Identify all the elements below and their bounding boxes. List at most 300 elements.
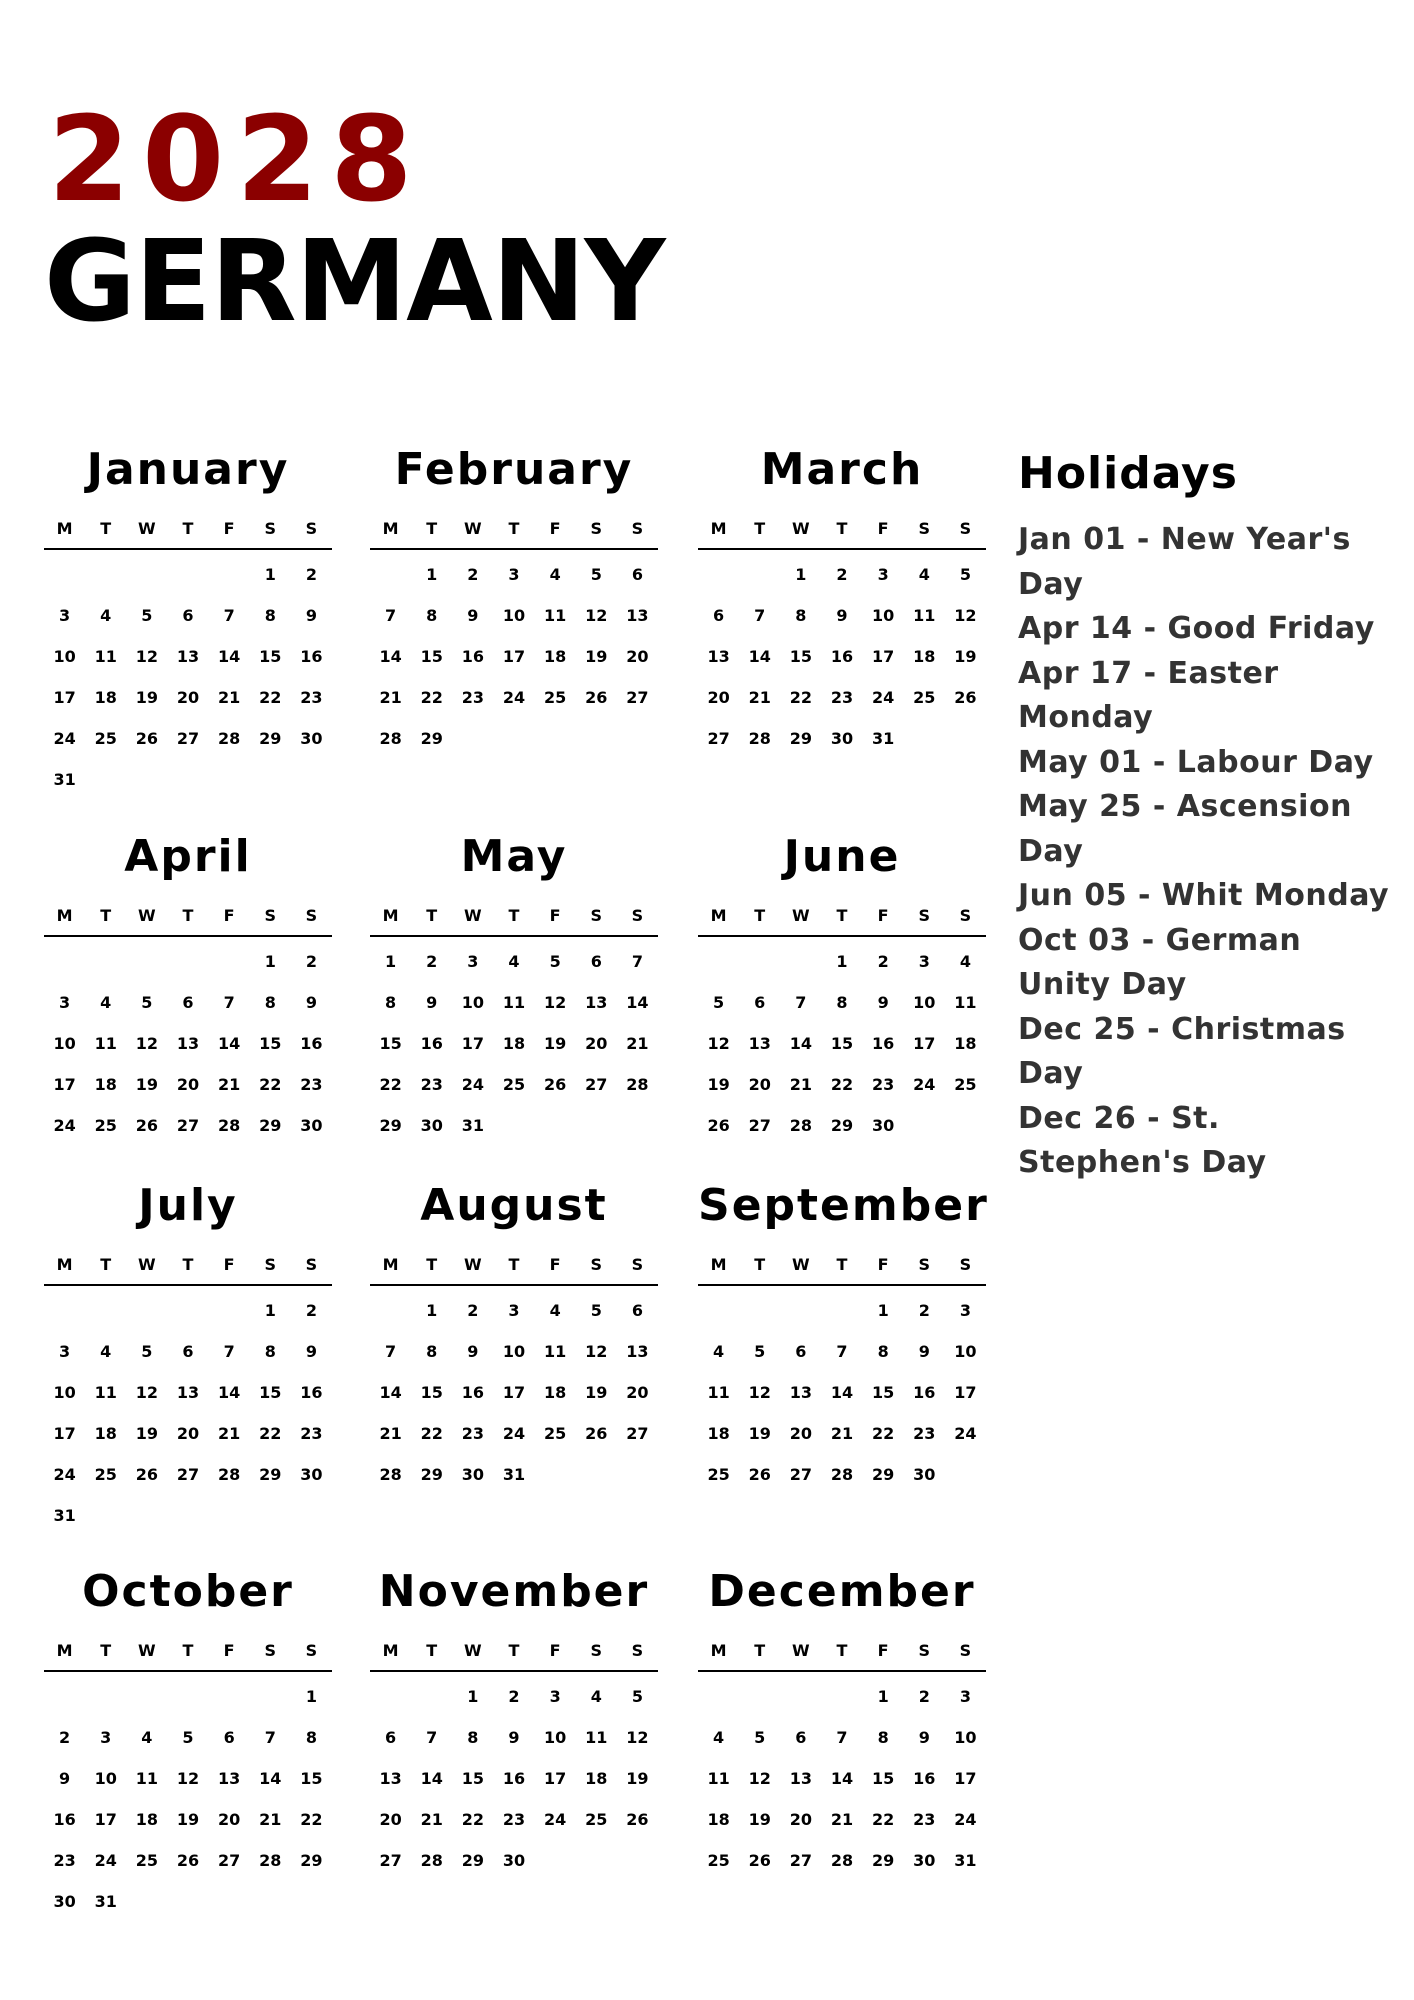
weekday-header (698, 1630, 986, 1672)
weekday-label: W (138, 518, 156, 538)
weekday-label: T (100, 1640, 112, 1660)
day-cell: 13 (789, 1769, 812, 1788)
day-cell: 2 (305, 1301, 317, 1320)
day-cell: 16 (420, 1034, 443, 1053)
day-cell: 25 (94, 1465, 117, 1484)
month-title: December (708, 1566, 976, 1617)
day-cell: 28 (218, 1116, 241, 1135)
month-may (370, 827, 658, 1146)
day-cell: 17 (53, 1424, 76, 1443)
empty-cell (739, 554, 780, 595)
day-cell: 22 (872, 1424, 895, 1443)
day-cell: 13 (176, 647, 200, 666)
weekday-label: S (959, 1640, 972, 1660)
day-cell: 15 (420, 647, 443, 666)
day-cell: 10 (94, 1769, 117, 1788)
day-cell: 5 (713, 993, 725, 1012)
weekday-label: T (100, 905, 112, 925)
day-cell: 22 (872, 1810, 895, 1829)
empty-cell (698, 1676, 739, 1717)
day-cell: 7 (385, 606, 397, 625)
day-cell: 28 (626, 1075, 649, 1094)
day-cell: 1 (385, 952, 397, 971)
empty-cell (44, 941, 85, 982)
day-cell: 8 (264, 993, 276, 1012)
day-cell: 4 (100, 1342, 112, 1361)
day-cell: 28 (379, 729, 402, 748)
day-cell: 17 (954, 1769, 977, 1788)
day-cell: 11 (502, 993, 526, 1012)
day-cell: 16 (300, 1034, 323, 1053)
day-cell: 22 (420, 1424, 443, 1443)
day-cell: 15 (872, 1769, 895, 1788)
day-cell: 27 (748, 1116, 771, 1135)
day-cell: 14 (379, 1383, 402, 1402)
day-cell: 30 (300, 1116, 323, 1135)
holidays-panel (1018, 444, 1398, 1186)
weekday-label: T (426, 1254, 438, 1274)
day-cell: 30 (502, 1851, 526, 1870)
day-cell: 25 (94, 1116, 117, 1135)
day-cell: 9 (836, 606, 848, 625)
month-september (698, 1176, 989, 1495)
weekday-label: S (918, 518, 931, 538)
weekday-label: T (182, 518, 194, 538)
day-cell: 14 (259, 1769, 282, 1788)
month-title: February (394, 444, 634, 495)
day-cell: 25 (707, 1465, 730, 1484)
day-cell: 8 (264, 1342, 276, 1361)
weekday-label: F (877, 1254, 889, 1274)
day-cell: 13 (176, 1383, 200, 1402)
day-cell: 6 (590, 952, 602, 971)
day-cell: 23 (300, 1075, 323, 1094)
months-grid (44, 440, 992, 1960)
weekday-label: M (382, 518, 399, 538)
day-cell: 25 (707, 1851, 730, 1870)
weekday-label: F (223, 518, 235, 538)
day-cell: 26 (135, 1465, 158, 1484)
day-cell: 18 (502, 1034, 526, 1053)
day-cell: 14 (218, 1034, 241, 1053)
day-cell: 17 (954, 1383, 977, 1402)
weekday-label: S (631, 1254, 644, 1274)
day-cell: 1 (264, 952, 276, 971)
weekday-label: S (918, 905, 931, 925)
day-cell: 19 (626, 1769, 649, 1788)
day-cell: 11 (544, 1342, 567, 1361)
day-cell: 3 (959, 1687, 971, 1706)
day-cell: 5 (754, 1728, 766, 1747)
day-cell: 6 (631, 565, 643, 584)
day-cell: 8 (836, 993, 848, 1012)
day-cell: 15 (259, 1383, 282, 1402)
day-cell: 17 (53, 688, 76, 707)
day-cell: 25 (135, 1851, 158, 1870)
day-cell: 19 (176, 1810, 200, 1829)
day-cell: 30 (830, 729, 854, 748)
month-june (698, 827, 986, 1146)
day-cell: 3 (59, 1342, 71, 1361)
day-cell: 6 (385, 1728, 397, 1747)
day-cell: 5 (590, 565, 602, 584)
day-cell: 15 (420, 1383, 443, 1402)
day-cell: 8 (305, 1728, 317, 1747)
day-cell: 30 (913, 1851, 936, 1870)
day-cell: 28 (789, 1116, 812, 1135)
day-cell: 20 (218, 1810, 241, 1829)
day-cell: 4 (959, 952, 971, 971)
day-cell: 7 (836, 1342, 848, 1361)
day-cell: 20 (707, 688, 730, 707)
weekday-label: M (382, 905, 399, 925)
empty-cell (739, 1290, 780, 1331)
day-cell: 15 (830, 1034, 854, 1053)
weekday-label: M (710, 518, 727, 538)
day-cell: 5 (959, 565, 971, 584)
month-title: September (698, 1180, 989, 1231)
day-cell: 9 (305, 1342, 317, 1361)
day-cell: 20 (176, 688, 200, 707)
day-cell: 27 (626, 1424, 649, 1443)
day-cell: 7 (795, 993, 807, 1012)
day-cell: 18 (135, 1810, 158, 1829)
day-cell: 29 (420, 1465, 443, 1484)
weekday-label: S (264, 1640, 277, 1660)
day-cell: 30 (461, 1465, 484, 1484)
day-cell: 30 (300, 729, 323, 748)
day-cell: 12 (748, 1769, 771, 1788)
month-january (44, 440, 332, 800)
weekday-label: T (426, 905, 438, 925)
weekday-label: S (305, 1254, 318, 1274)
empty-cell (85, 941, 126, 982)
day-cell: 31 (53, 1506, 76, 1525)
weekday-label: W (792, 518, 810, 538)
day-cell: 14 (218, 647, 241, 666)
day-cell: 28 (830, 1465, 854, 1484)
weekday-label: W (138, 1254, 156, 1274)
day-cell: 29 (461, 1851, 484, 1870)
day-cell: 3 (467, 952, 479, 971)
day-cell: 23 (502, 1810, 526, 1829)
day-cell: 4 (549, 565, 561, 584)
day-cell: 1 (467, 1687, 479, 1706)
day-cell: 13 (748, 1034, 771, 1053)
day-cell: 26 (585, 688, 608, 707)
weekday-label: M (710, 1254, 727, 1274)
empty-cell (44, 1290, 85, 1331)
day-cell: 13 (585, 993, 608, 1012)
day-cell: 28 (748, 729, 771, 748)
holiday-item: May 01 - Labour Day (1018, 744, 1374, 780)
day-cell: 3 (959, 1301, 971, 1320)
day-cell: 18 (913, 647, 936, 666)
day-cell: 18 (94, 688, 117, 707)
month-title: July (138, 1180, 238, 1231)
day-cell: 19 (585, 647, 608, 666)
weekday-label: F (549, 518, 561, 538)
day-cell: 6 (223, 1728, 235, 1747)
day-cell: 22 (461, 1810, 484, 1829)
day-cell: 17 (872, 647, 895, 666)
day-cell: 6 (182, 606, 194, 625)
day-cell: 19 (135, 1075, 158, 1094)
day-cell: 16 (830, 647, 854, 666)
day-cell: 5 (141, 1342, 153, 1361)
month-title: April (124, 831, 252, 882)
holiday-item: Jun 05 - Whit Monday (1018, 878, 1390, 913)
day-cell: 23 (913, 1810, 936, 1829)
day-cell: 7 (223, 993, 235, 1012)
day-cell: 24 (872, 688, 895, 707)
day-cell: 26 (748, 1465, 771, 1484)
month-december (698, 1562, 986, 1881)
day-cell: 12 (135, 1383, 158, 1402)
day-cell: 13 (707, 647, 730, 666)
weekday-label: F (223, 1254, 235, 1274)
weekday-label: S (590, 1254, 603, 1274)
day-cell: 27 (707, 729, 730, 748)
day-cell: 13 (626, 1342, 649, 1361)
day-cell: 28 (218, 1465, 241, 1484)
day-cell: 8 (264, 606, 276, 625)
day-cell: 25 (913, 688, 936, 707)
day-cell: 12 (707, 1034, 730, 1053)
day-cell: 19 (954, 647, 977, 666)
weekday-label: S (305, 905, 318, 925)
day-cell: 14 (830, 1383, 854, 1402)
day-cell: 5 (590, 1301, 602, 1320)
day-cell: 19 (748, 1424, 771, 1443)
day-cell: 4 (590, 1687, 602, 1706)
weekday-label: M (56, 905, 73, 925)
day-cell: 27 (218, 1851, 241, 1870)
weekday-label: W (138, 905, 156, 925)
day-cell: 4 (918, 565, 930, 584)
month-july (44, 1176, 332, 1536)
day-cell: 30 (872, 1116, 895, 1135)
day-cell: 25 (585, 1810, 608, 1829)
day-cell: 3 (918, 952, 930, 971)
day-cell: 31 (954, 1851, 977, 1870)
day-cell: 11 (94, 1383, 117, 1402)
day-grid (44, 941, 332, 1146)
day-cell: 14 (830, 1769, 854, 1788)
day-cell: 11 (94, 1034, 117, 1053)
day-cell: 29 (300, 1851, 323, 1870)
weekday-label: T (508, 905, 520, 925)
day-cell: 11 (544, 606, 567, 625)
day-grid (698, 941, 986, 1146)
day-cell: 21 (218, 688, 241, 707)
empty-cell (44, 554, 85, 595)
holiday-item: Dec 25 - Christmas Day (1018, 1011, 1346, 1091)
weekday-label: T (508, 1640, 520, 1660)
month-title: November (378, 1566, 650, 1617)
weekday-header (44, 1630, 332, 1672)
day-cell: 11 (94, 647, 117, 666)
day-cell: 18 (707, 1424, 730, 1443)
day-cell: 25 (544, 688, 567, 707)
empty-cell (209, 1676, 250, 1717)
day-cell: 2 (59, 1728, 71, 1747)
day-cell: 20 (585, 1034, 608, 1053)
day-cell: 15 (461, 1769, 484, 1788)
day-cell: 6 (795, 1728, 807, 1747)
weekday-label: T (508, 518, 520, 538)
day-cell: 26 (544, 1075, 567, 1094)
day-cell: 24 (461, 1075, 484, 1094)
weekday-label: W (792, 1254, 810, 1274)
day-cell: 9 (918, 1342, 930, 1361)
empty-cell (739, 1676, 780, 1717)
day-cell: 16 (53, 1810, 76, 1829)
day-cell: 4 (508, 952, 520, 971)
holiday-item: Oct 03 - German Unity Day (1018, 922, 1302, 1002)
weekday-label: S (305, 1640, 318, 1660)
weekday-label: S (959, 1254, 972, 1274)
weekday-label: F (877, 1640, 889, 1660)
day-cell: 28 (830, 1851, 854, 1870)
empty-cell (167, 941, 208, 982)
day-cell: 15 (259, 1034, 282, 1053)
day-cell: 9 (305, 993, 317, 1012)
day-cell: 27 (789, 1465, 812, 1484)
day-cell: 7 (223, 1342, 235, 1361)
day-cell: 8 (426, 1342, 438, 1361)
weekday-label: S (264, 905, 277, 925)
month-title: March (760, 444, 924, 495)
day-cell: 23 (53, 1851, 76, 1870)
weekday-label: S (264, 518, 277, 538)
day-cell: 17 (53, 1075, 76, 1094)
day-cell: 17 (502, 1383, 526, 1402)
day-cell: 1 (877, 1301, 889, 1320)
weekday-label: T (754, 518, 766, 538)
day-cell: 21 (218, 1424, 241, 1443)
weekday-label: S (631, 518, 644, 538)
day-cell: 19 (544, 1034, 567, 1053)
day-cell: 21 (830, 1424, 854, 1443)
day-cell: 10 (954, 1342, 977, 1361)
day-cell: 2 (467, 1301, 479, 1320)
day-cell: 19 (585, 1383, 608, 1402)
weekday-label: M (56, 1640, 73, 1660)
day-cell: 11 (707, 1769, 730, 1788)
weekday-header (370, 508, 658, 550)
day-cell: 22 (300, 1810, 323, 1829)
day-cell: 13 (379, 1769, 402, 1788)
empty-cell (370, 1676, 411, 1717)
day-cell: 26 (176, 1851, 200, 1870)
day-cell: 6 (754, 993, 766, 1012)
year-title: 2028 (48, 90, 425, 228)
empty-cell (780, 941, 821, 982)
empty-cell (209, 1290, 250, 1331)
empty-cell (780, 1290, 821, 1331)
day-cell: 21 (789, 1075, 812, 1094)
day-cell: 1 (836, 952, 848, 971)
day-cell: 10 (913, 993, 936, 1012)
day-cell: 1 (305, 1687, 317, 1706)
day-grid (370, 1290, 658, 1495)
weekday-label: M (382, 1640, 399, 1660)
day-cell: 15 (872, 1383, 895, 1402)
day-cell: 2 (426, 952, 438, 971)
day-cell: 26 (135, 729, 158, 748)
month-title: January (86, 444, 290, 495)
day-cell: 29 (830, 1116, 854, 1135)
weekday-header (698, 1244, 986, 1286)
day-cell: 17 (461, 1034, 484, 1053)
day-cell: 10 (502, 606, 526, 625)
day-cell: 11 (954, 993, 977, 1012)
day-cell: 11 (913, 606, 936, 625)
weekday-label: S (918, 1640, 931, 1660)
weekday-label: T (182, 1254, 194, 1274)
empty-cell (780, 1676, 821, 1717)
day-cell: 20 (379, 1810, 402, 1829)
day-cell: 17 (544, 1769, 567, 1788)
day-cell: 10 (502, 1342, 526, 1361)
day-cell: 9 (467, 1342, 479, 1361)
day-cell: 5 (754, 1342, 766, 1361)
holidays-title: Holidays (1018, 448, 1238, 499)
day-cell: 5 (549, 952, 561, 971)
day-cell: 10 (461, 993, 484, 1012)
weekday-label: W (464, 905, 482, 925)
month-november (370, 1562, 658, 1881)
day-cell: 27 (176, 1465, 200, 1484)
day-cell: 24 (913, 1075, 936, 1094)
empty-cell (209, 554, 250, 595)
day-cell: 21 (259, 1810, 282, 1829)
holiday-item: May 25 - Ascension Day (1018, 789, 1352, 869)
day-cell: 27 (176, 729, 200, 748)
day-cell: 16 (872, 1034, 895, 1053)
weekday-label: T (182, 1640, 194, 1660)
day-cell: 6 (795, 1342, 807, 1361)
day-cell: 2 (508, 1687, 520, 1706)
day-cell: 25 (94, 729, 117, 748)
day-cell: 20 (789, 1810, 812, 1829)
day-cell: 12 (585, 1342, 608, 1361)
day-cell: 18 (544, 1383, 567, 1402)
day-cell: 9 (508, 1728, 520, 1747)
weekday-label: S (590, 518, 603, 538)
day-cell: 1 (264, 565, 276, 584)
day-cell: 19 (748, 1810, 771, 1829)
day-cell: 7 (264, 1728, 276, 1747)
weekday-label: T (100, 518, 112, 538)
empty-cell (167, 1676, 208, 1717)
day-cell: 11 (135, 1769, 158, 1788)
day-cell: 16 (461, 1383, 484, 1402)
day-grid (698, 554, 986, 759)
day-cell: 14 (789, 1034, 812, 1053)
day-cell: 24 (954, 1424, 977, 1443)
month-february (370, 440, 658, 759)
weekday-label: M (56, 518, 73, 538)
day-cell: 26 (626, 1810, 649, 1829)
day-cell: 12 (135, 1034, 158, 1053)
empty-cell (209, 941, 250, 982)
day-cell: 4 (100, 993, 112, 1012)
empty-cell (44, 1676, 85, 1717)
month-august (370, 1176, 658, 1495)
weekday-header (370, 1630, 658, 1672)
